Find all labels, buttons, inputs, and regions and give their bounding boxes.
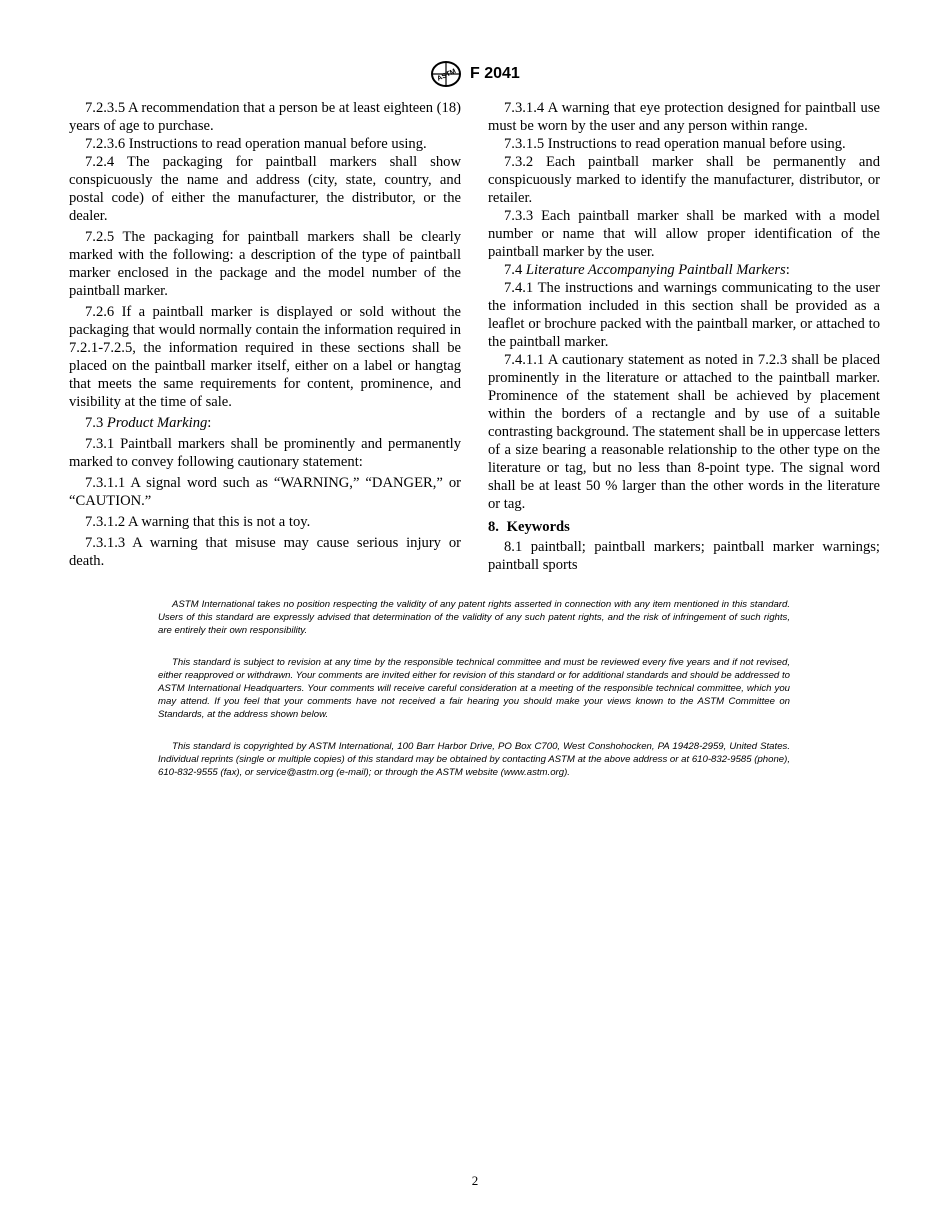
para-7-2-4: 7.2.4 The packaging for paintball markers shall show conspicuously the name and address (city, state, country, and postal code) of either the manufacturer, the distributor, or the dealer. xyxy=(69,154,461,224)
para-7-2-3-6: 7.2.3.6 Instructions to read operation manual before using. xyxy=(85,136,427,152)
para-7-3-2: 7.3.2 Each paintball marker shall be permanently and conspicuously marked to identify the manufacturer, distributor, or retailer. xyxy=(488,154,880,206)
para-8-1-keywords: 8.1 paintball; paintball markers; paintball marker warnings; paintball sports xyxy=(488,539,880,573)
astm-notices xyxy=(158,598,790,798)
para-7-3-1-5: 7.3.1.5 Instructions to read operation manual before using. xyxy=(504,136,846,152)
para-7-2-3-5: 7.2.3.5 A recommendation that a person be at least eighteen (18) years of age to purchase. xyxy=(69,100,461,134)
page-number: 2 xyxy=(471,1173,479,1188)
para-7-4-1: 7.4.1 The instructions and warnings communicating to the user the information included in this section shall be provided as a leaflet or brochure packed with the paintball marker, or attached to the paintball marker. xyxy=(488,280,880,350)
para-7-3-1-3: 7.3.1.3 A warning that misuse may cause serious injury or death. xyxy=(69,535,461,569)
patent-notice: ASTM International takes no position respecting the validity of any patent rights asserted in connection with any item mentioned in this standard. Users of this standard are expressly advised that determination of the validity of any such patent rights, and the risk of infringement of such rights, are entirely their own responsibility. xyxy=(158,599,790,636)
section-8-heading: 8. Keywords xyxy=(488,519,570,535)
left-column xyxy=(69,99,461,570)
standard-designation: F 2041 xyxy=(470,65,520,82)
revision-notice: This standard is subject to revision at any time by the responsible technical committee and must be reviewed every five years and if not revised, either reapproved or withdrawn. Your comments are invited either for revision of this standard or for additional standards and should be addressed to ASTM International Headquarters. Your comments will receive careful consideration at a meeting of the responsible technical committee, which you may attend. If you feel that your comments have not received a fair hearing you should make your views known to the ASTM Committee on Standards, at the address shown below. xyxy=(158,657,790,720)
section-7-4-title: 7.4 Literature Accompanying Paintball Markers: xyxy=(504,262,790,278)
para-7-3-1-2: 7.3.1.2 A warning that this is not a toy. xyxy=(85,514,311,530)
para-7-3-3: 7.3.3 Each paintball marker shall be marked with a model number or name that will allow proper identification of the paintball marker by the user. xyxy=(488,208,880,260)
astm-logo-text: ASTM xyxy=(436,67,458,83)
astm-logo-icon xyxy=(430,60,462,88)
para-7-3-1-4: 7.3.1.4 A warning that eye protection designed for paintball use must be worn by the user and any person within range. xyxy=(488,100,880,134)
para-7-3-1: 7.3.1 Paintball markers shall be prominently and permanently marked to convey following cautionary statement: xyxy=(69,436,461,470)
section-7-3-title: 7.3 Product Marking: xyxy=(85,415,212,431)
para-7-2-6: 7.2.6 If a paintball marker is displayed or sold without the packaging that would normally contain the information required in 7.2.1-7.2.5, the information required in these sections shall be placed on the paintball marker itself, either on a label or hangtag that meets the same requirements for content, prominence, and visibility at the time of sale. xyxy=(69,304,461,410)
para-7-4-1-1: 7.4.1.1 A cautionary statement as noted in 7.2.3 shall be placed prominently in the literature or attached to the paintball marker. Prominence of the statement shall be achieved by placement within the borders of a rectangle and by use of a suitable contrasting background. The statement shall be in uppercase letters of a size bearing a reasonable relationship to the other type on the literature or tag, but no less than 8-point type. The signal word shall be at least 50 % larger than the other words in the literature or tag. xyxy=(488,352,880,512)
para-7-2-5: 7.2.5 The packaging for paintball markers shall be clearly marked with the following: a description of the type of paintball marker enclosed in the package and the model number of the paintball marker. xyxy=(69,229,461,299)
para-7-3-1-1: 7.3.1.1 A signal word such as “WARNING,” “DANGER,” or “CAUTION.” xyxy=(69,475,462,509)
page-header xyxy=(0,60,950,90)
right-column xyxy=(488,99,880,574)
copyright-notice: This standard is copyrighted by ASTM International, 100 Barr Harbor Drive, PO Box C700, West Conshohocken, PA 19428-2959, United States. Individual reprints (single or multiple copies) of this standard may be obtained by contacting ASTM at the above address or at 610-832-9585 (phone), 610-832-9555 (fax), or service@astm.org (e-mail); or through the ASTM website (www.astm.org). xyxy=(158,741,790,778)
